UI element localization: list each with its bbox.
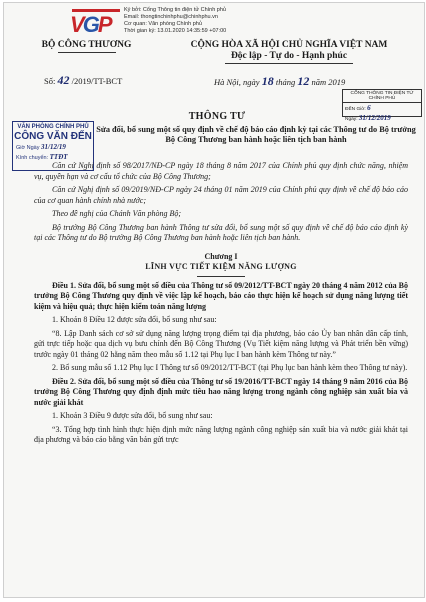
org-name: BỘ CÔNG THƯƠNG [41,40,132,50]
stamp-office: VĂN PHÒNG CHÍNH PHỦ [17,124,89,130]
signature-line-1: Ký bởi: Cổng Thông tin điện tử Chính phủ [124,7,226,13]
org-underline [58,52,116,53]
basis-paragraph-1: Căn cứ Nghị định số 98/2017/NĐ-CP ngày 18 tháng 8 năm 2017 của Chính phủ quy định chức năng, nhiệm vụ, quyền hạn và cơ cấu tổ chức của Bộ Công Thương; [34,161,408,181]
basis-paragraph-3: Theo đề nghị của Chánh Văn phòng Bộ; [52,209,182,218]
doc-no-handwritten: 42 [57,73,70,87]
doc-no-suffix: /2019/TT-BCT [69,76,123,86]
stamp-ngay-label: Ngày [26,145,42,151]
national-motto: Độc lập - Tự do - Hạnh phúc [230,51,348,61]
portal-stamp-label-1: ĐẾN Giờ: [345,107,368,112]
article-2-heading: Điều 2. Sửa đổi, bổ sung một số điều của Thông tư số 19/2016/TT-BCT ngày 14 tháng 9 năm 2016 của Bộ trưởng Bộ Công Thương quy định định mức tiêu hao năng lượng trong ngành công nghiệp sản xuất bia và nước giải khát [34,376,408,407]
stamp-row-time [13,142,93,152]
motto-underline [225,63,353,64]
signature-lines [124,7,226,35]
document-number [44,73,122,88]
basis-paragraph-2: Căn cứ Nghị định số 09/2019/NĐ-CP ngày 24 tháng 01 năm 2019 của Chính phủ quy định về chế độ báo cáo của cơ quan hành chính nhà nước; [34,185,408,205]
portal-stamp-label-2: Ngày: [345,117,359,122]
vgp-logo [70,9,122,39]
place-c: năm 2019 [309,77,346,87]
article-1-heading: Điều 1. Sửa đổi, bổ sung một số điều của Thông tư số 09/2012/TT-BCT ngày 20 tháng 4 năm 2012 của Bộ trưởng Bộ Công Thương quy định về việc lập kế hoạch, báo cáo thực hiện kế hoạch sử dụng năng lượng tiết kiệm và hiệu quả; thực hiện kiểm toán năng lượng [34,280,408,311]
portal-stamp-hand-1: 6 [367,104,371,112]
chapter-rule [197,276,245,277]
issuing-organization [24,40,149,53]
doc-no-prefix: Số: [44,76,58,86]
signature-line-3: Cơ quan: Văn phòng Chính phủ [124,21,202,27]
signature-line-4: Thời gian ký: 13.01.2020 14:35:59 +07:00 [124,28,227,34]
chapter-title: LĨNH VỰC TIẾT KIỆM NĂNG LƯỢNG [145,262,297,271]
issuance-paragraph: Bộ trưởng Bộ Công Thương ban hành Thông tư sửa đổi, bổ sung một số quy định về chế độ báo cáo định kỳ tại các Thông tư do Bộ trưởng Bộ Công Thương ban hành hoặc liên tịch ban hành. [34,222,408,242]
stamp-kinh-label: Kính chuyển: [16,155,50,161]
document-page [3,2,425,598]
date-month-handwritten: 12 [297,74,310,88]
document-subject: Sửa đổi, bổ sung một số quy định về chế độ báo cáo định kỳ tại các Thông tư do Bộ trưởng Bộ Công Thương ban hành hoặc liên tịch ban hành [96,125,416,144]
article-1-clause-2: 2. Bổ sung mẫu số 1.12 Phụ lục I Thông tư số 09/2012/TT-BCT (tại Phụ lục ban hành kèm theo Thông tư này). [52,363,408,372]
article-2-quote: “3. Tổng hợp tình hình thực hiện định mức năng lượng ngành công nghiệp sản xuất bia và nước giải khát tại địa phương và báo cáo bằng văn bản gửi trực [34,424,408,444]
logo-letters: VGP [70,12,111,37]
stamp-ngay-hand: 31/12/19 [41,143,66,151]
document-body [34,161,408,449]
portal-stamp-title: CỔNG THÔNG TIN ĐIỆN TỬ CHÍNH PHỦ [343,90,421,103]
place-a: Hà Nội, ngày [214,77,262,87]
stamp-label: CÔNG VĂN ĐẾN [14,131,92,142]
document-title: THÔNG TƯ [188,111,246,122]
date-day-handwritten: 18 [261,74,274,88]
stamp-gio-label: Giờ [16,145,27,151]
article-1-quote: “8. Lập Danh sách cơ sở sử dụng năng lượng trọng điểm tại địa phương, báo cáo Ủy ban nhân dân cấp tỉnh, gửi trực tiếp hoặc qua dịch vụ bưu chính đến Bộ Công Thương (Vụ Tiết kiệm năng lượng và Phát triển bền vững) trước ngày 01 tháng 02 hằng năm theo mẫu số 1.12 tại Phụ lục I ban hành kèm Thông tư này.” [34,328,408,359]
national-header [164,40,414,64]
chapter-number: Chương I [204,251,238,261]
portal-stamp-hand-2: 31/12/2019 [358,114,391,122]
article-1-clause-1: 1. Khoản 8 Điều 12 được sửa đổi, bổ sung như sau: [52,315,217,324]
nation-name: CỘNG HÒA XÃ HỘI CHỦ NGHĨA VIỆT NAM [190,40,388,50]
signature-line-2: Email: thongtinchinhphu@chinhphu.vn [124,14,218,20]
article-2-clause-1: 1. Khoản 3 Điều 9 được sửa đổi, bổ sung như sau: [52,411,213,420]
stamp-kinh-hand: TTĐT [49,153,68,161]
place-and-date [214,74,345,89]
place-b: tháng [273,77,298,87]
logo-text [70,12,111,38]
